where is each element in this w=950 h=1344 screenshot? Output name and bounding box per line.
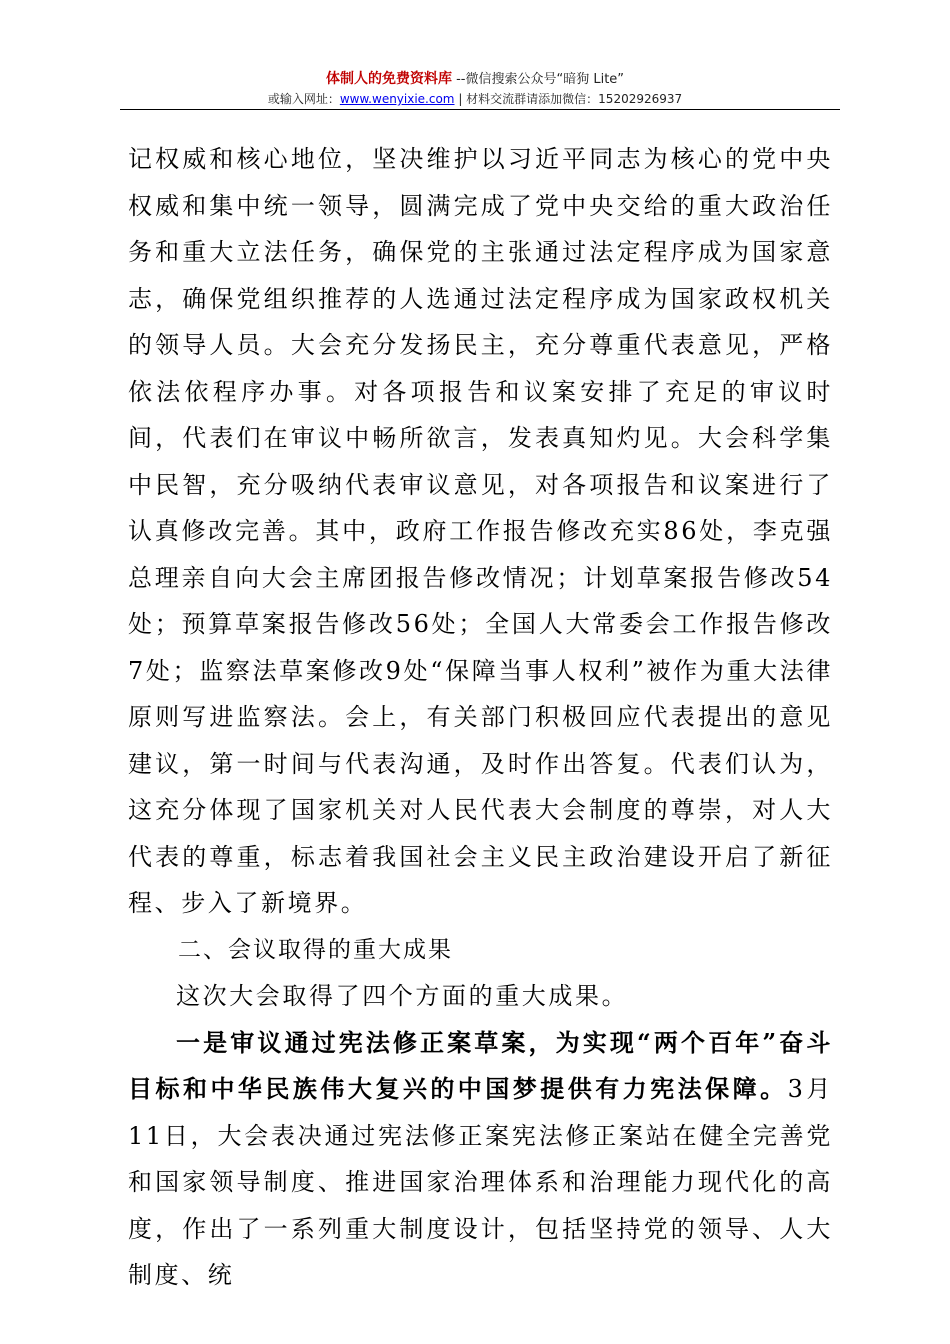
body-paragraph-2: 这次大会取得了四个方面的重大成果。: [176, 982, 629, 1010]
header-input-label: 或输入网址：: [267, 92, 340, 106]
paragraph-3-text: 3月11日，大会表决通过宪法修正案宪法修正案站在健全完善党和国家领导制度、推进国家治理体系和治理能力现代化的高度，作出了一系列重大制度设计，包括坚持党的领导、人大制度、统: [128, 1075, 833, 1289]
header-group-text: | 材料交流群请添加微信：15202926937: [454, 92, 683, 106]
header-wechat-text: 微信搜索公众号“暗狗 Lite”: [465, 72, 625, 87]
section-heading: 二、会议取得的重大成果: [178, 936, 453, 963]
header-line-2: [0, 91, 950, 108]
document-body: [128, 136, 833, 1299]
header-line-1: [0, 70, 950, 89]
body-paragraph-3: [128, 1020, 833, 1299]
header-url-link[interactable]: www.wenyixie.com: [339, 92, 455, 106]
header-brand: 体制人的免费资料库: [325, 71, 452, 87]
body-paragraph-1: 记权威和核心地位，坚决维护以习近平同志为核心的党中央权威和集中统一领导，圆满完成了党中央交给的重大政治任务和重大立法任务，确保党的主张通过法定程序成为国家意志，确保党组织推荐的人选通过法定程序成为国家政权机关的领导人员。大会充分发扬民主，充分尊重代表意见，严格依法依程序办事。对各项报告和议案安排了充足的审议时间，代表们在审议中畅所欲言，发表真知灼见。大会科学集中民智，充分吸纳代表审议意见，对各项报告和议案进行了认真修改完善。其中，政府工作报告修改充实86处，李克强总理亲自向大会主席团报告修改情况；计划草案报告修改54处；预算草案报告修改56处；全国人大常委会工作报告修改7处；监察法草案修改9处“保障当事人权利”被作为重大法律原则写进监察法。会上，有关部门积极回应代表提出的意见建议，第一时间与代表沟通，及时作出答复。代表们认为，这充分体现了国家机关对人民代表大会制度的尊崇，对人大代表的尊重，标志着我国社会主义民主政治建设开启了新征程、步入了新境界。: [128, 145, 833, 917]
header-separator: --: [451, 72, 466, 87]
header-divider: [120, 109, 840, 110]
paragraph-3-bold-lead: 一是审议通过宪法修正案草案，为实现“两个百年”奋斗目标和中华民族伟大复兴的中国梦提供有力宪法保障。: [128, 1027, 833, 1103]
page-header: [0, 70, 950, 108]
